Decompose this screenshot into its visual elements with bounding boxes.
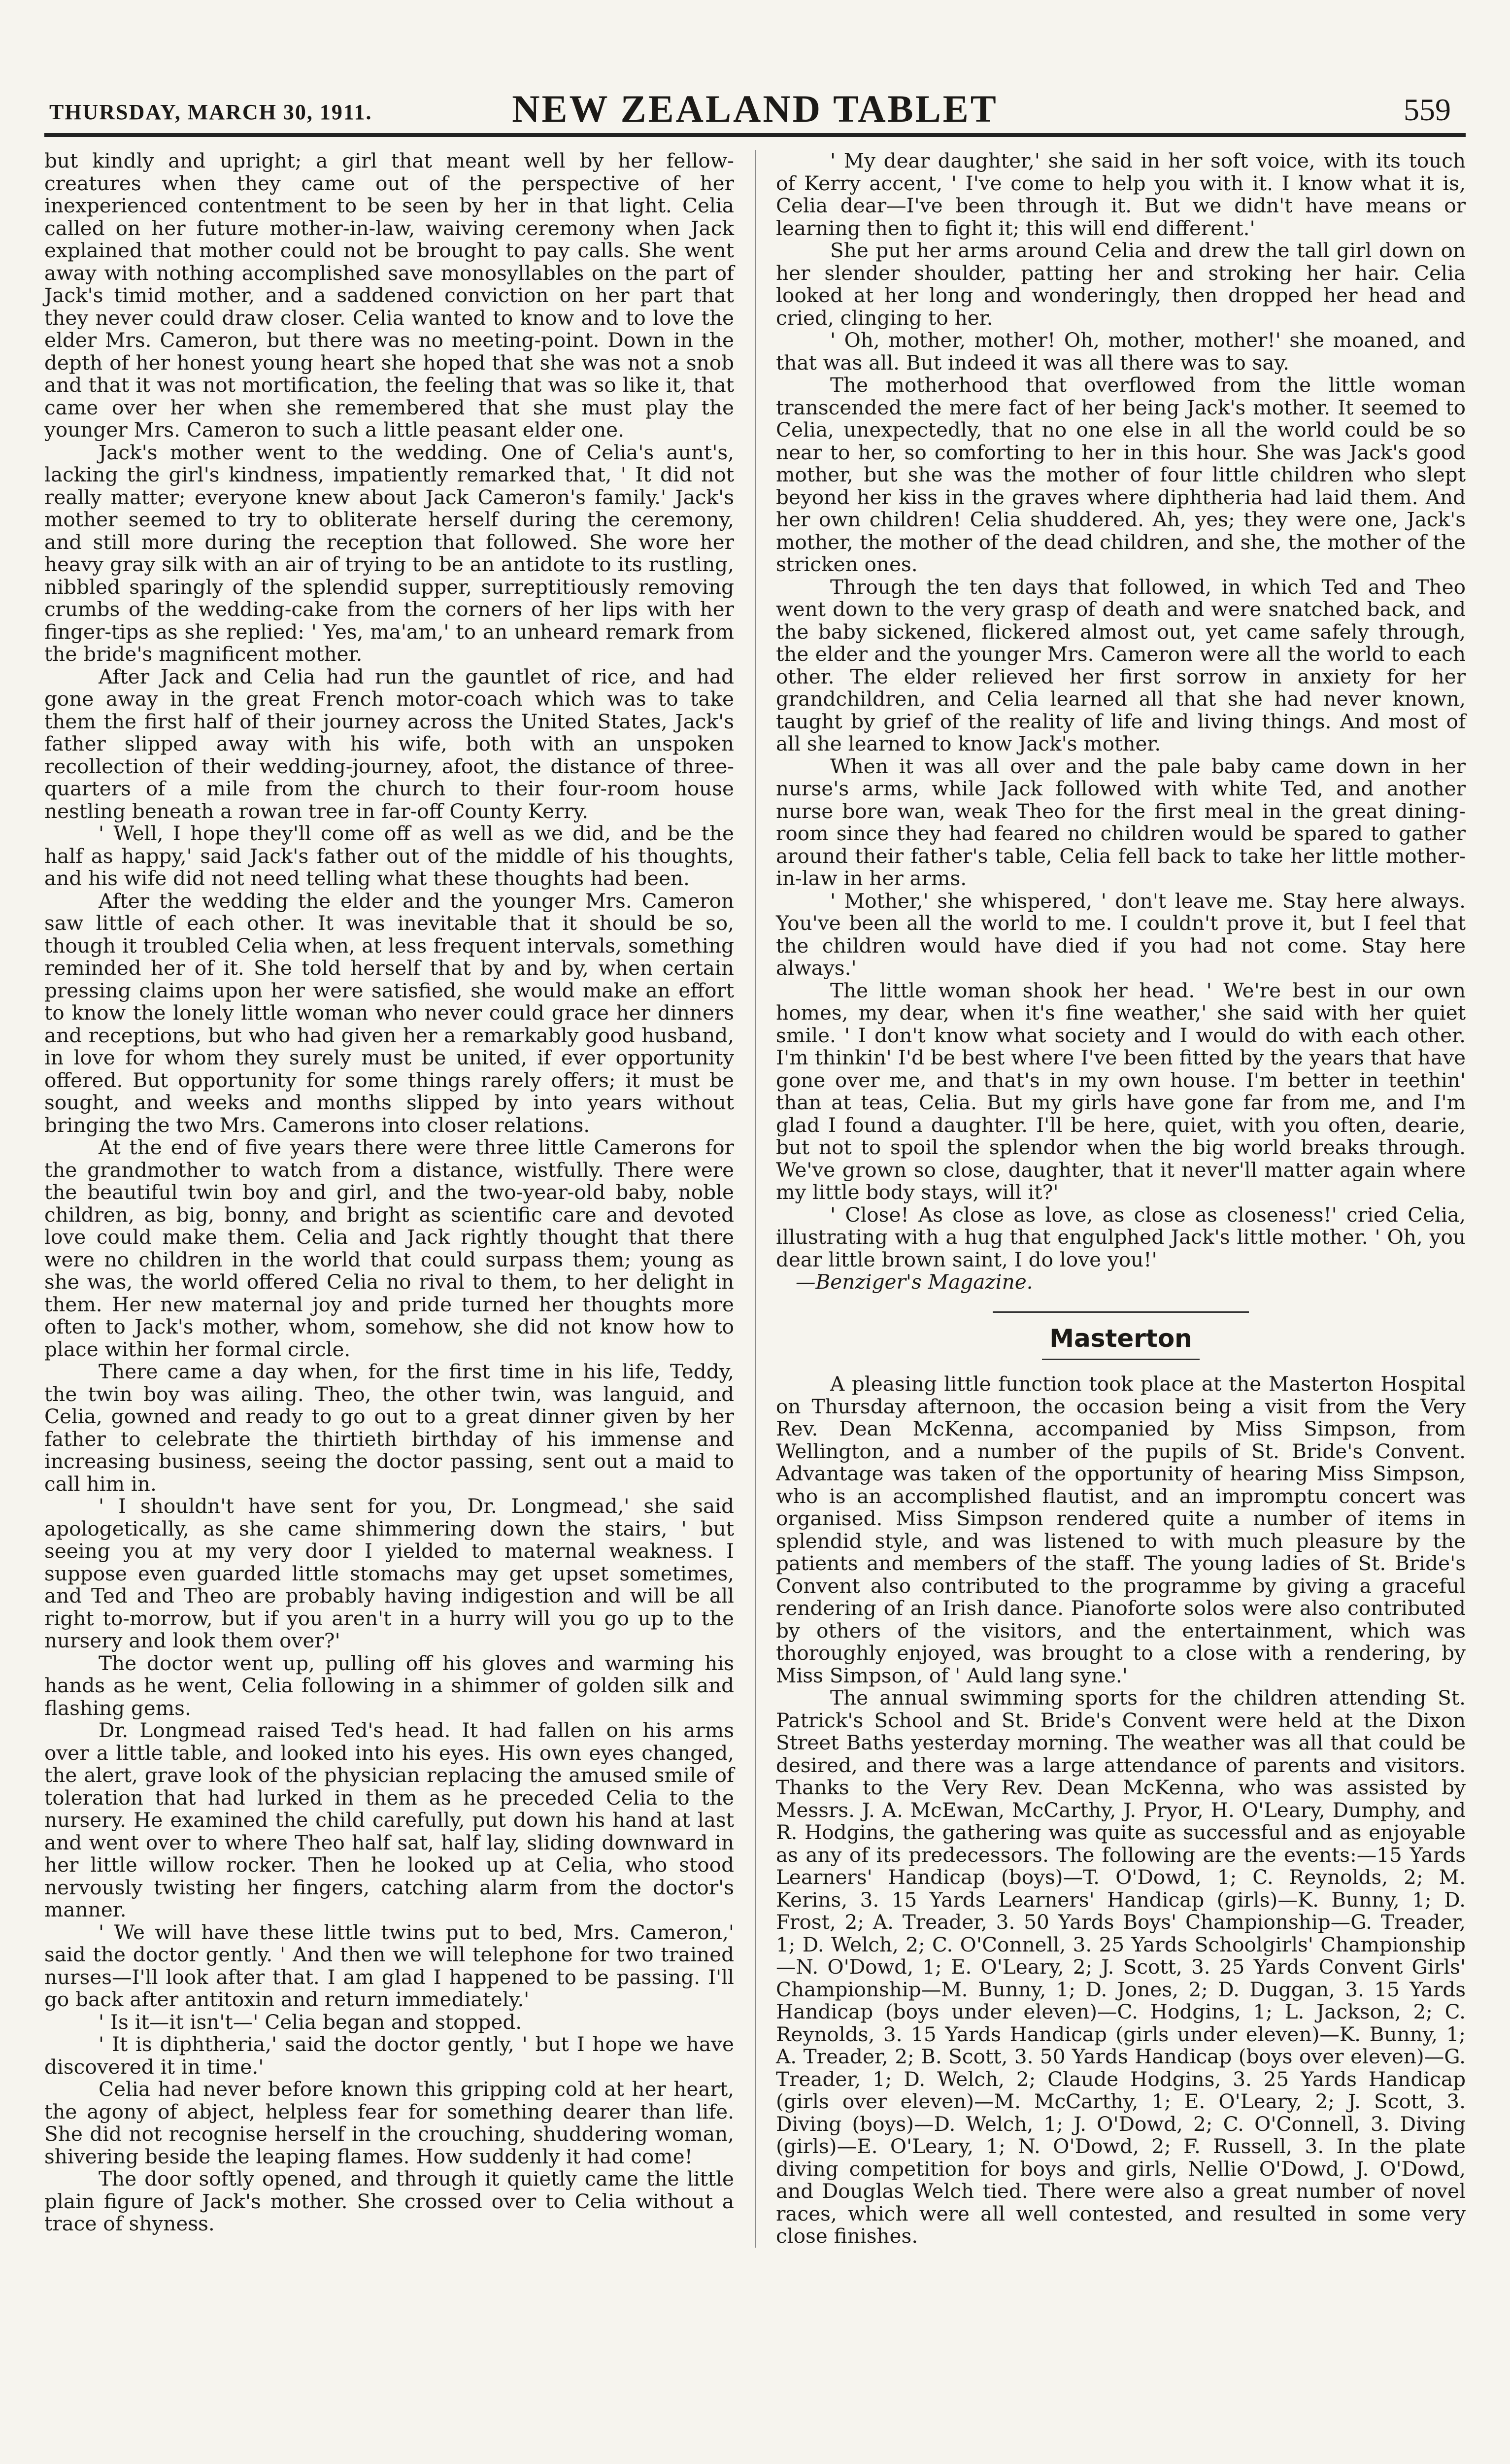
story-paragraph: Celia had never before known this gripping cold at her heart, the agony of abject, helpless fear for something dearer than life. She did not recognise herself in the crouching, shuddering woman, shivering beside the leaping flames. How suddenly it had come! [44, 2077, 734, 2168]
story-paragraph: After Jack and Celia had run the gauntlet of rice, and had gone away in the great French motor-coach which was to take them the first half of their journey across the United States, Jack's father slipped away with his wife, both with an unspoken recollection of their wedding-journey, afoot, the distance of three-quarters of a mile from the church to their four-room house nestling beneath a rowan tree in far-off County Kerry. [44, 664, 734, 823]
column-divider [755, 150, 756, 2248]
story-paragraph: but kindly and upright; a girl that meant well by her fellow-creatures when they came out of the perspective of her inexperienced contentment to be seen by her in that light. Celia called on her future mother-in-law, waiving ceremony when Jack explained that mother could not be brought to pay calls. She went away with nothing accomplished save monosyllables on the part of Jack's timid mother, and a saddened conviction on her part that they never could draw closer. Celia wanted to know and to love the elder Mrs. Cameron, but there was no meeting-point. Down in the depth of her honest young heart she hoped that she was not a snob and that it was not mortification, the feeling that was so like it, that came over her when she remembered that she must play the younger Mrs. Cameron to such a little peasant elder one. [44, 149, 734, 442]
story-paragraph: ' Mother,' she whispered, ' don't leave me. Stay here always. You've been all the world to me. I couldn't prove it, but I feel that the children would have died if you had not come. Stay here always.' [776, 889, 1466, 980]
story-paragraph: ' Is it—it isn't—' Celia began and stopped. [99, 2010, 522, 2034]
left-column [44, 150, 734, 2248]
story-paragraph: ' My dear daughter,' she said in her soft voice, with its touch of Kerry accent, ' I've come to help you with it. I know what it is, Celia dear—I've been through it. But we didn't have means or learning then to fight it; this will end different.' [776, 149, 1466, 240]
page-number: 559 [1404, 92, 1451, 127]
columns [44, 150, 1466, 2248]
story-paragraph: The little woman shook her head. ' We're best in our own homes, my dear, when it's fine weather,' she said with her quiet smile. ' I don't know what society and I would do with each other. I'm thinkin' I'd be best where I've been fitted by the years that have gone over me, and that's in my own house. I'm better in teethin' than at teas, Celia. But my girls have gone far from me, and I'm glad I found a daughter. I'll be here, quiet, with you often, dearie, but not to spoil the splendor when the big world breaks through. We've grown so close, daughter, that it never'll matter again where my little body stays, will it?' [776, 978, 1466, 1204]
story-paragraph: The door softly opened, and through it quietly came the little plain figure of Jack's mother. She crossed over to Celia without a trace of shyness. [44, 2167, 734, 2235]
newspaper-title: NEW ZEALAND TABLET [512, 87, 998, 130]
right-column [776, 150, 1466, 2248]
story-paragraph: The doctor went up, pulling off his gloves and warming his hands as he went, Celia following in a shimmer of golden silk and flashing gems. [44, 1651, 734, 1720]
story-paragraph: ' Close! As close as love, as close as closeness!' cried Celia, illustrating with a hug that engulphed Jack's little mother. ' Oh, you dear little brown saint, I do love you!' [776, 1202, 1466, 1271]
news-paragraph: The annual swimming sports for the children attending St. Patrick's School and St. Bride's Convent were held at the Dixon Street Baths yesterday morning. The weather was all that could be desired, and there was a large attendance of parents and visitors. Thanks to the Very Rev. Dean McKenna, who was assisted by Messrs. J. A. McEwan, McCarthy, J. Pryor, H. O'Leary, Dumphy, and R. Hodgins, the gathering was quite as successful and as enjoyable as any of its predecessors. The following are the events:—15 Yards Learners' Handicap (boys)—T. O'Dowd, 1; C. Reynolds, 2; M. Kerins, 3. 15 Yards Learners' Handicap (girls)—K. Bunny, 1; D. Frost, 2; A. Treader, 3. 50 Yards Boys' Championship—G. Treader, 1; D. Welch, 2; C. O'Connell, 3. 25 Yards Schoolgirls' Championship—N. O'Dowd, 1; E. O'Leary, 2; J. Scott, 3. 25 Yards Convent Girls' Championship—M. Bunny, 1; D. Jones, 2; D. Duggan, 3. 15 Yards Handicap (boys under eleven)—C. Hodgins, 1; L. Jackson, 2; C. Reynolds, 3. 15 Yards Handicap (girls under eleven)—K. Bunny, 1; A. Treader, 2; B. Scott, 3. 50 Yards Handicap (boys over eleven)—G. Treader, 1; D. Welch, 2; Claude Hodgins, 3. 25 Yards Handicap (girls over eleven)—M. McCarthy, 1; E. O'Leary, 2; J. Scott, 3. Diving (boys)—D. Welch, 1; J. O'Dowd, 2; C. O'Connell, 3. Diving (girls)—E. O'Leary, 1; N. O'Dowd, 2; F. Russell, 3. In the plate diving competition for boys and girls, Nellie O'Dowd, J. O'Dowd, and Douglas Welch tied. There were also a great number of novel races, which were all well contested, and resulted in some very close finishes. [776, 1686, 1466, 2248]
story-paragraph: ' I shouldn't have sent for you, Dr. Longmead,' she said apologetically, as she came shimmering down the stairs, ' but seeing you at my very door I yielded to maternal weakness. I suppose even guarded little stomachs may get upset sometimes, and Ted and Theo are probably having indigestion and will be all right to-morrow, but if you aren't in a hurry will you go up to the nursery and look them over?' [44, 1494, 734, 1652]
masthead [44, 79, 1466, 137]
story-paragraph: Jack's mother went to the wedding. One of Celia's aunt's, lacking the girl's kindness, impatiently remarked that, ' It did not really matter; everyone knew about Jack Cameron's family.' Jack's mother seemed to try to obliterate herself during the ceremony, and still more during the reception that followed. She wore her heavy gray silk with an air of trying to be an antidote to its rustling, nibbled sparingly of the splendid supper, surreptitiously removing crumbs of the wedding-cake from the corners of her lips with her finger-tips as she replied: ' Yes, ma'am,' to an unheard remark from the bride's magnificent mother. [44, 440, 734, 666]
story-paragraph: After the wedding the elder and the younger Mrs. Cameron saw little of each other. It was inevitable that it should be so, though it troubled Celia when, at less frequent intervals, something reminded her of it. She told herself that by and by, when certain pressing claims upon her were satisfied, she would make an effort to know the lonely little woman who never could grace her dinners and receptions, but who had given her a remarkably good husband, in love for whom they surely must be united, if ever opportunity offered. But opportunity for some things rarely offers; it must be sought, and weeks and months slipped by into years without bringing the two Mrs. Camerons into closer relations. [44, 889, 734, 1137]
source-credit: —Benziger's Magazine. [796, 1270, 1033, 1294]
story-paragraph: When it was all over and the pale baby came down in her nurse's arms, while Jack followed with white Ted, and another nurse bore wan, weak Theo for the first meal in the great dining-room since they had feared no children would be spared to gather around their father's table, Celia fell back to take her little mother-in-law in her arms. [776, 754, 1466, 890]
story-paragraph: ' Oh, mother, mother! Oh, mother, mother!' she moaned, and that was all. But indeed it was all there was to say. [776, 328, 1466, 375]
story-paragraph: She put her arms around Celia and drew the tall girl down on her slender shoulder, patting her and stroking her hair. Celia looked at her long and wonderingly, then dropped her head and cried, clinging to her. [776, 239, 1466, 330]
story-paragraph: At the end of five years there were three little Camerons for the grandmother to watch from a distance, wistfully. There were the beautiful twin boy and girl, and the two-year-old baby, noble children, as big, bonny, and bright as scientific care and devoted love could make them. Celia and Jack rightly thought that there were no children in the world that could surpass them; young as she was, the world offered Celia no rival to them, to her delight in them. Her new maternal joy and pride turned her thoughts more often to Jack's mother, whom, somehow, she did not know how to place within her formal circle. [44, 1135, 734, 1361]
news-paragraph: A pleasing little function took place at the Masterton Hospital on Thursday afternoon, the occasion being a visit from the Very Rev. Dean McKenna, accompanied by Miss Simpson, from Wellington, and a number of the pupils of St. Bride's Convent. Advantage was taken of the opportunity of hearing Miss Simpson, who is an accomplished flautist, and an impromptu concert was organised. Miss Simpson rendered quite a number of items in splendid style, and was listened to with much pleasure by the patients and members of the staff. The young ladies of St. Bride's Convent also contributed to the programme by giving a graceful rendering of an Irish dance. Pianoforte solos were also contributed by others of the visitors, and the entertainment, which was thoroughly enjoyed, was brought to a close with a rendering, by Miss Simpson, of ' Auld lang syne.' [776, 1372, 1466, 1687]
section-title-underline [1042, 1359, 1200, 1360]
story-paragraph: ' We will have these little twins put to bed, Mrs. Cameron,' said the doctor gently. ' And then we will telephone for two trained nurses—I'll look after that. I am glad I happened to be passing. I'll go back after antitoxin and return immediately.' [44, 1920, 734, 2011]
section-divider [993, 1311, 1249, 1313]
story-paragraph: There came a day when, for the first time in his life, Teddy, the twin boy was ailing. Theo, the other twin, was languid, and Celia, gowned and ready to go out to a great dinner given by her father to celebrate the thirtieth birthday of his immense and increasing business, seeing the doctor passing, sent out a maid to call him in. [44, 1360, 734, 1496]
story-paragraph: ' It is diphtheria,' said the doctor gently, ' but I hope we have discovered it in time.' [44, 2032, 734, 2079]
story-paragraph: ' Well, I hope they'll come off as well as we did, and be the half as happy,' said Jack's father out of the middle of his thoughts, and his wife did not need telling what these thoughts had been. [44, 821, 734, 890]
story-paragraph: Through the ten days that followed, in which Ted and Theo went down to the very grasp of death and were snatched back, and the baby sickened, flickered almost out, yet came safely through, the elder and the younger Mrs. Cameron were all the world to each other. The elder relieved her first sorrow in anxiety for her grandchildren, and Celia learned all that she had never known, taught by grief of the reality of life and living things. And most of all she learned to know Jack's mother. [776, 575, 1466, 755]
story-paragraph: The motherhood that overflowed from the little woman transcended the mere fact of her being Jack's mother. It seemed to Celia, unexpectedly, that no one else in all the world could be so near to her, so comforting to her in this hour. She was Jack's good mother, but she was the mother of four little children who slept beyond her kiss in the graves where diphtheria had laid them. And her own children! Celia shuddered. Ah, yes; they were one, Jack's mother, the mother of the dead children, and she, the mother of the stricken ones. [776, 373, 1466, 576]
story-paragraph: Dr. Longmead raised Ted's head. It had fallen on his arms over a little table, and looked into his eyes. His own eyes changed, the alert, grave look of the physician replacing the amused smile of toleration that had lurked in them as he preceded Celia to the nursery. He examined the child carefully, put down his hand at last and went over to where Theo half sat, half lay, sliding downward in her little willow rocker. Then he looked up at Celia, who stood nervously twisting her fingers, catching alarm from the doctor's manner. [44, 1718, 734, 1921]
issue-date: THURSDAY, MARCH 30, 1911. [49, 100, 372, 124]
section-title: Masterton [1049, 1324, 1192, 1353]
